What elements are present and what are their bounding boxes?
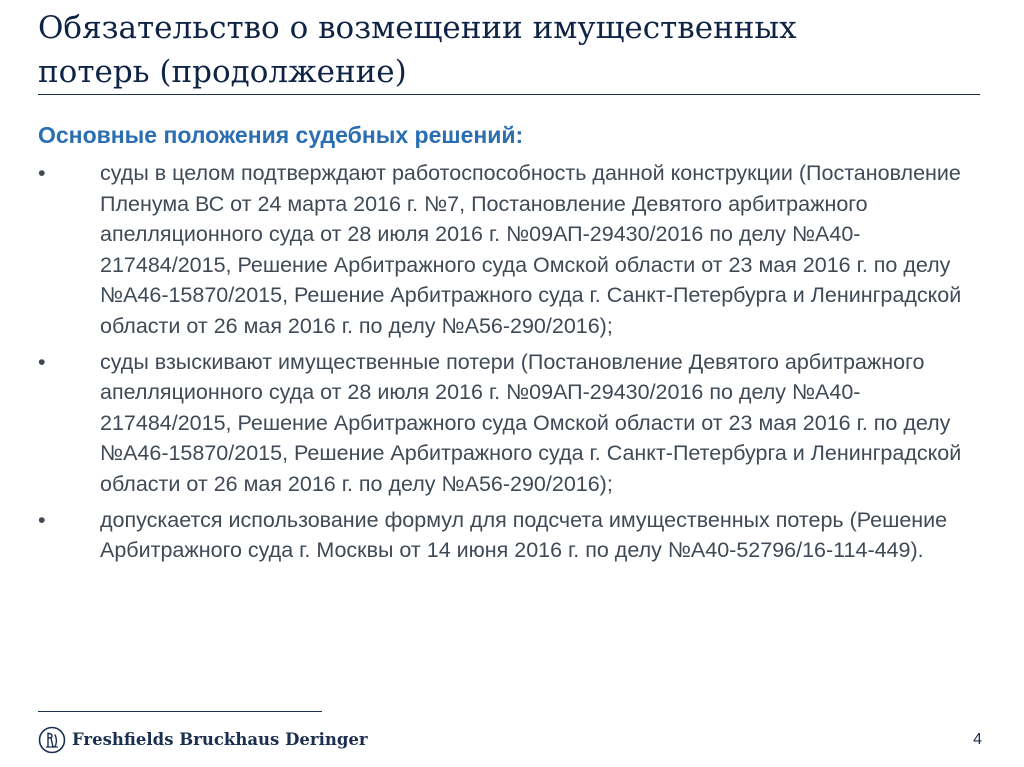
footer-divider <box>38 711 322 712</box>
bullet-text: допускается использование формул для подсчета имущественных потерь (Решение Арбитражного суда г. Москвы от 14 июня 2016 г. по делу №А40-52796/16-114-449). <box>100 507 948 563</box>
bullet-marker: • <box>38 161 46 185</box>
bullet-text: суды в целом подтверждают работоспособность данной конструкции (Постановление Пленума ВС от 24 марта 2016 г. №7, Постановление Девятого арбитражного апелляционного суда от 28 июля 2016 г. №09АП-29430/2016 по делу №А40-217484/2015, Решение Арбитражного суда Омской области от 23 мая 2016 г. по делу №А46-15870/2015, Решение Арбитражного суда г. Санкт-Петербурга и Ленинградской области от 26 мая 2016 г. по делу №А56-290/2016); <box>100 161 962 338</box>
section-subtitle: Основные положения судебных решений: <box>38 122 524 148</box>
bullet-item <box>38 158 984 342</box>
slide-title <box>38 6 978 94</box>
company-logo-text: Freshfields Bruckhaus Deringer <box>72 730 368 749</box>
bullet-item <box>38 505 984 566</box>
bullet-item <box>38 347 984 500</box>
slide-title-line-2: потерь (продолжение) <box>38 54 407 90</box>
page-number: 4 <box>973 731 982 748</box>
bullet-marker: • <box>38 349 46 374</box>
bullet-text: суды взыскивают имущественные потери (Постановление Девятого арбитражного апелляционного суда от 28 июля 2016 г. №09АП-29430/2016 по делу №А40-217484/2015, Решение Арбитражного суда Омской области от 23 мая 2016 г. по делу №А46-15870/2015, Решение Арбитражного суда г. Санкт-Петербурга и Ленинградской области от 26 мая 2016 г. по делу №А56-290/2016); <box>100 349 962 496</box>
title-divider <box>38 94 980 95</box>
bullet-marker: • <box>38 507 46 532</box>
slide-title-line-1: Обязательство о возмещении имущественных <box>38 10 797 46</box>
freshfields-logo-icon <box>38 726 66 754</box>
bullet-list <box>38 158 984 571</box>
